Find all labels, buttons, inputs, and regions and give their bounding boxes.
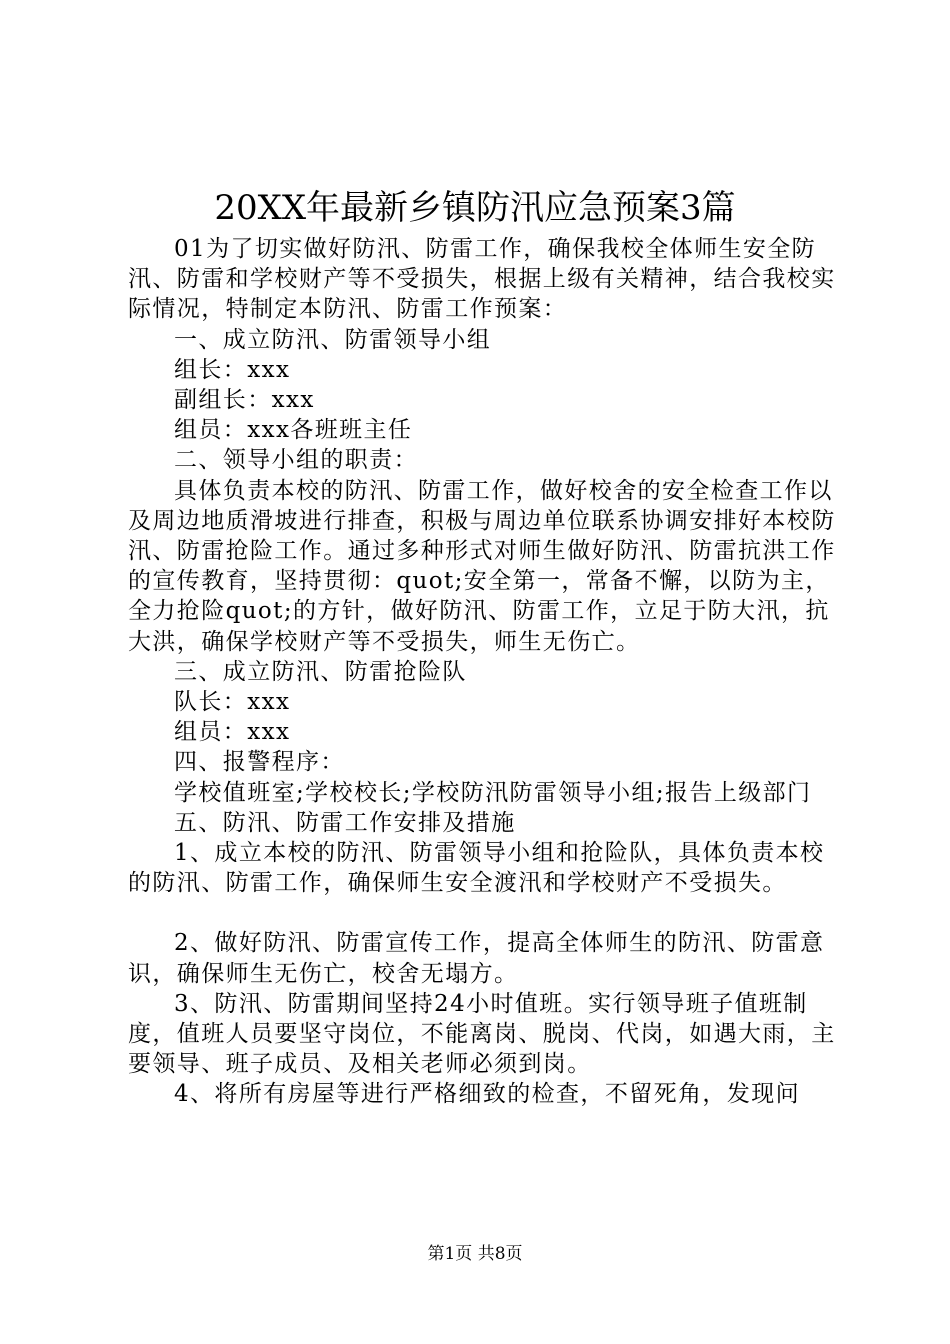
paragraph-members: 组员：xxx各班班主任 — [174, 417, 413, 444]
document-title: 20XX年最新乡镇防汛应急预案3篇 — [214, 188, 736, 228]
paragraph-team-members: 组员：xxx — [174, 719, 291, 746]
page-footer: 第1页 共8页 — [427, 1244, 523, 1264]
paragraph-leader: 组长：xxx — [174, 356, 291, 383]
paragraph-section-3-heading: 三、成立防汛、防雷抢险队 — [174, 658, 467, 685]
paragraph-measure-3: 3、防汛、防雷期间坚持24小时值班。实行领导班子值班制度，值班人员要坚守岗位，不能离岗、脱岗、代岗，如遇大雨，主要领导、班子成员、及相关老师必须到岗。 — [128, 990, 836, 1078]
paragraph-section-5-heading: 五、防汛、防雷工作安排及措施 — [174, 809, 516, 836]
document-body — [128, 234, 838, 1110]
paragraph-measure-4: 4、将所有房屋等进行严格细致的检查，不留死角，发现问 — [174, 1081, 801, 1108]
paragraph-intro: 01为了切实做好防汛、防雷工作，确保我校全体师生安全防汛、防雷和学校财产等不受损失，根据上级有关精神，结合我校实际情况，特制定本防汛、防雷工作预案： — [128, 236, 836, 323]
paragraph-measure-2: 2、做好防汛、防雷宣传工作，提高全体师生的防汛、防雷意识，确保师生无伤亡，校舍无塌方。 — [128, 930, 825, 987]
paragraph-duties: 具体负责本校的防汛、防雷工作，做好校舍的安全检查工作以及周边地质滑坡进行排查，积极与周边单位联系协调安排好本校防汛、防雷抢险工作。通过多种形式对师生做好防汛、防雷抗洪工作的宣传教育，坚持贯彻：quot;安全第一，常备不懈，以防为主，全力抢险quot;的方针，做好防汛、防雷工作，立足于防大汛，抗大洪，确保学校财产等不受损失，师生无伤亡。 — [128, 477, 836, 655]
paragraph-measure-1: 1、成立本校的防汛、防雷领导小组和抢险队，具体负责本校的防汛、防雷工作，确保师生安全渡汛和学校财产不受损失。 — [128, 840, 825, 897]
paragraph-section-1-heading: 一、成立防汛、防雷领导小组 — [174, 326, 492, 353]
paragraph-section-2-heading: 二、领导小组的职责： — [174, 447, 418, 474]
paragraph-team-captain: 队长：xxx — [174, 689, 291, 716]
paragraph-alarm-procedure: 学校值班室;学校校长;学校防汛防雷领导小组;报告上级部门 — [174, 779, 812, 806]
paragraph-section-4-heading: 四、报警程序： — [174, 749, 345, 776]
paragraph-deputy-leader: 副组长：xxx — [174, 387, 315, 414]
